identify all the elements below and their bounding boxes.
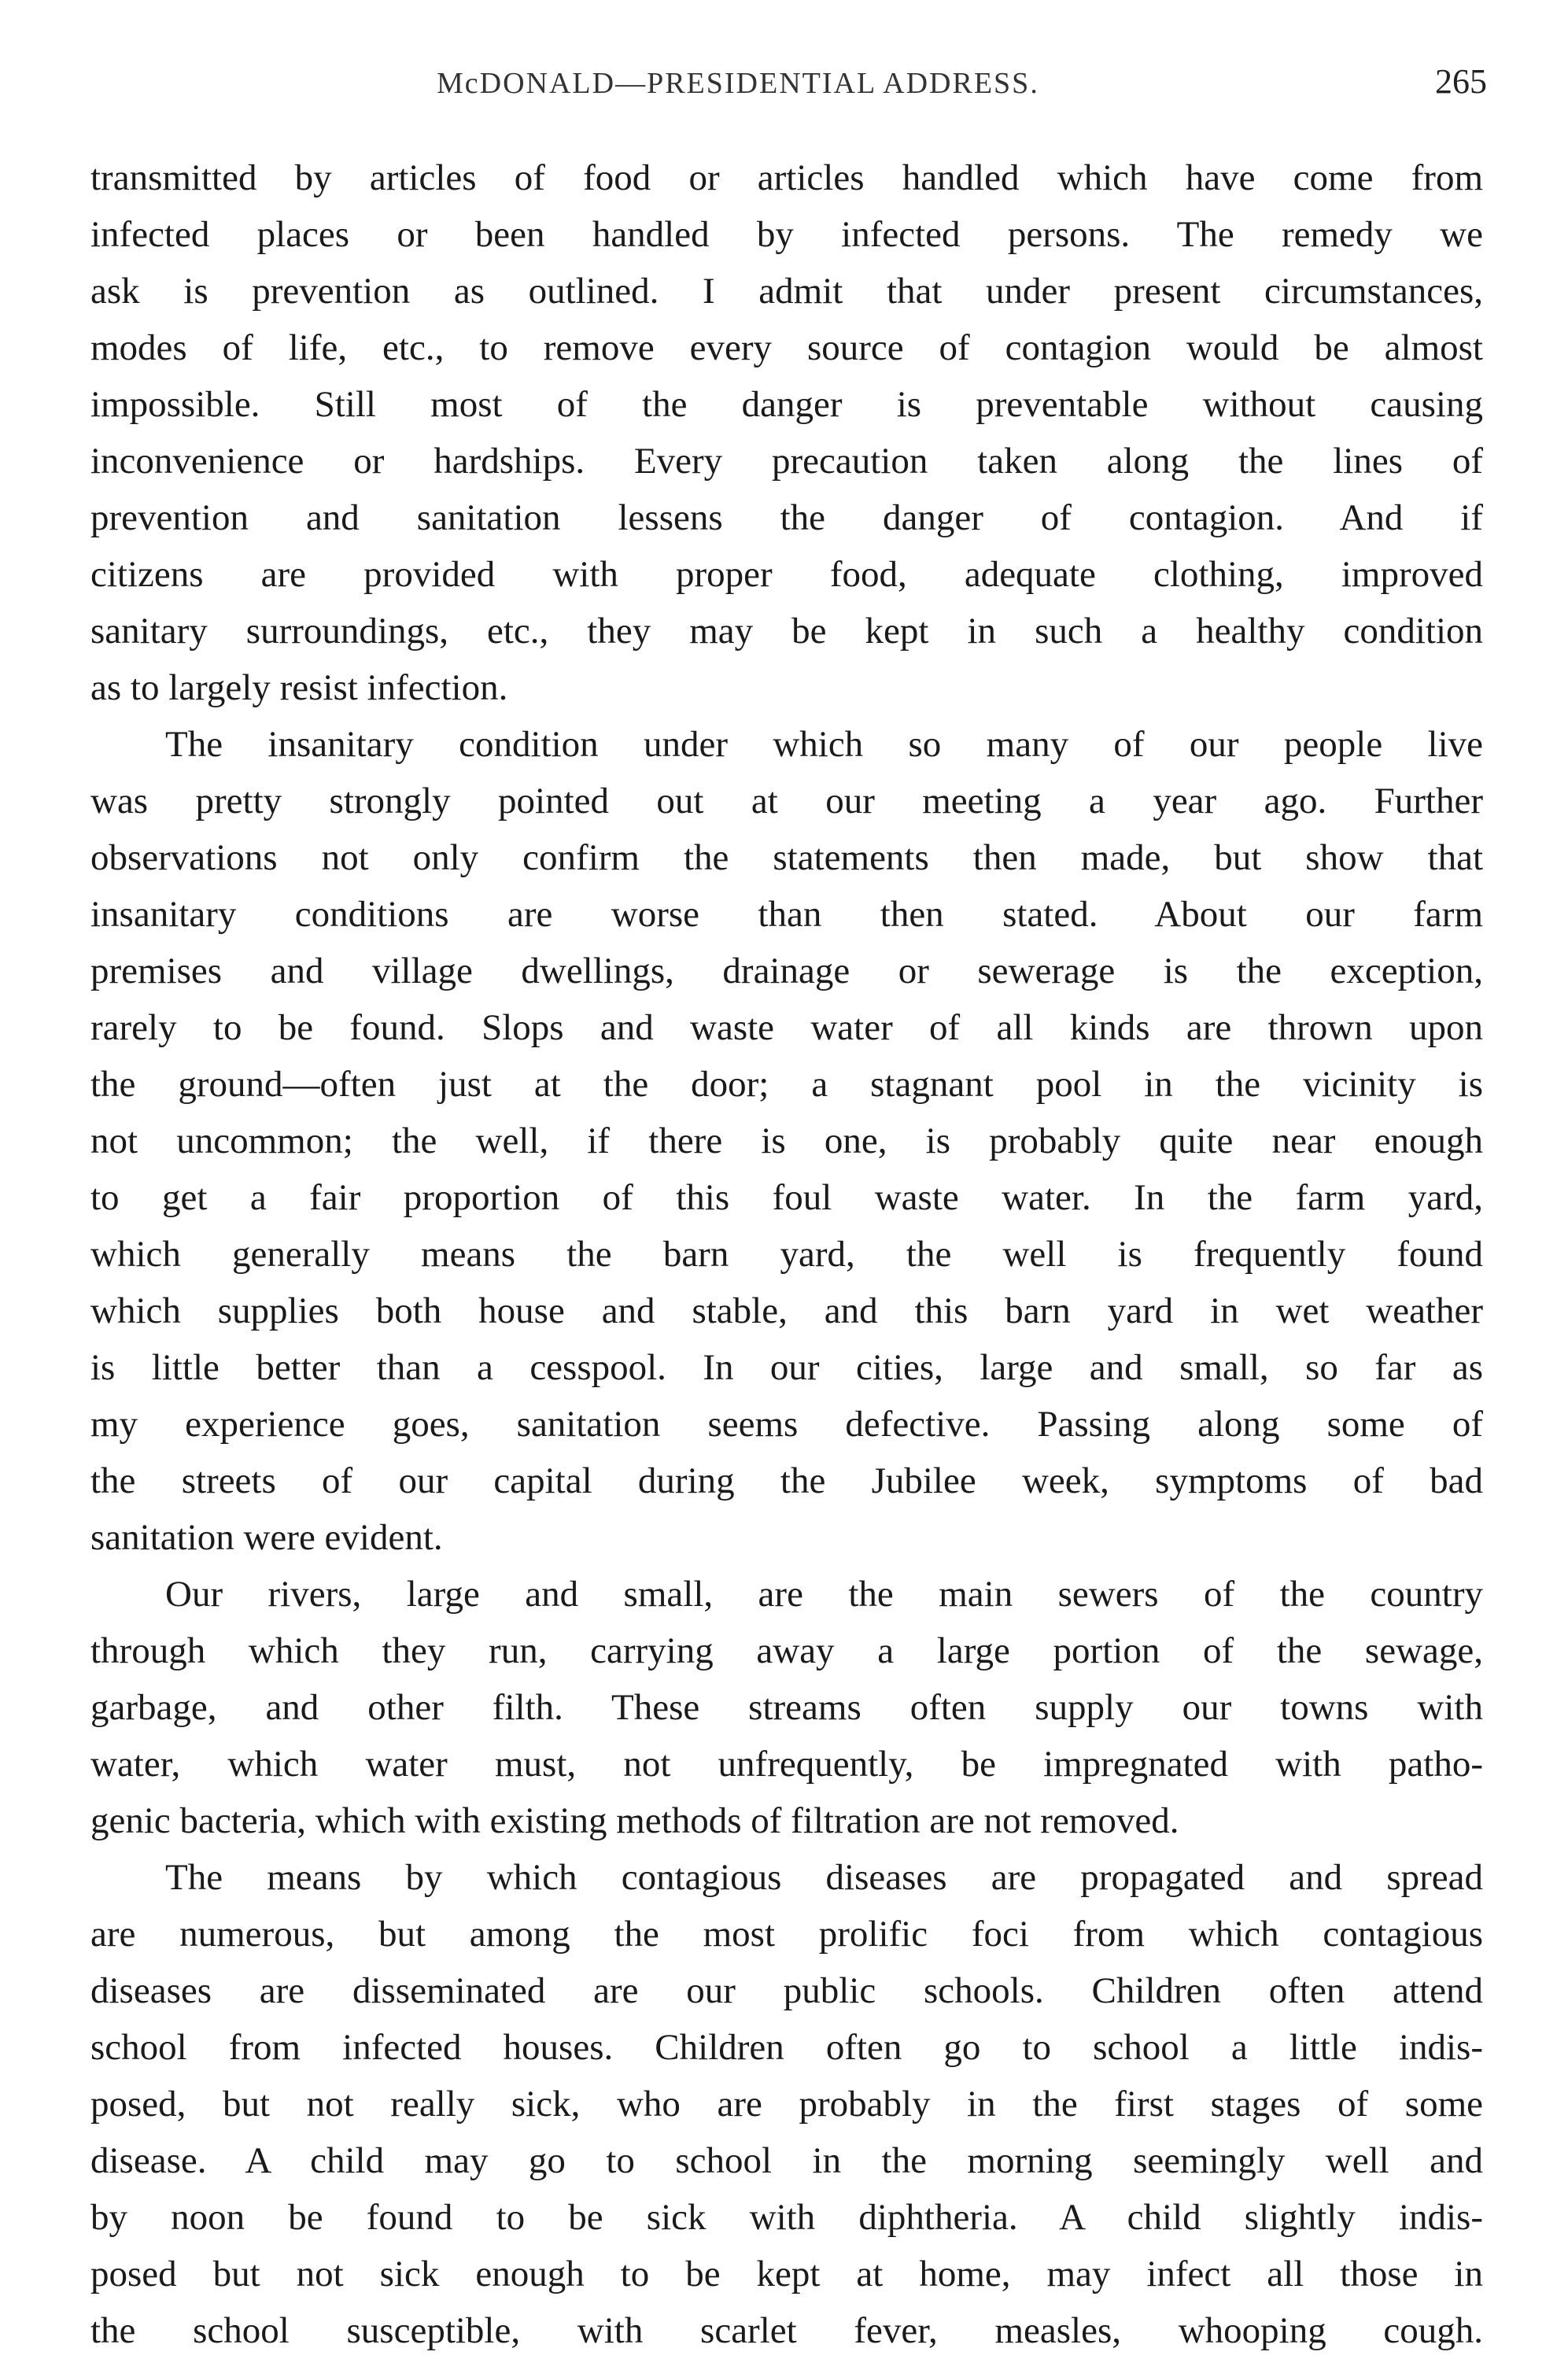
text-line: garbage, and other filth. These streams often supply our towns with xyxy=(90,1687,1483,1728)
text-line: to get a fair proportion of this foul waste water. In the farm yard, xyxy=(90,1177,1483,1218)
text-line: not uncommon; the well, if there is one, is probably quite near enough xyxy=(90,1120,1483,1161)
text-line: sanitation were evident. xyxy=(90,1517,443,1558)
text-line: posed but not sick enough to be kept at home, may infect all those in xyxy=(90,2254,1483,2294)
text-line: disease. A child may go to school in the morning seemingly well and xyxy=(90,2140,1483,2181)
text-line: sanitary surroundings, etc., they may be kept in such a healthy condition xyxy=(90,611,1483,652)
text-line: insanitary conditions are worse than then stated. About our farm xyxy=(90,894,1483,935)
paragraph-1 xyxy=(90,150,1483,716)
text-line: rarely to be found. Slops and waste water of all kinds are thrown upon xyxy=(90,1007,1483,1048)
text-line: infected places or been handled by infected persons. The remedy we xyxy=(90,214,1483,255)
text-line: premises and village dwellings, drainage or sewerage is the exception, xyxy=(90,951,1483,991)
text-line: water, which water must, not unfrequently, be impregnated with patho- xyxy=(90,1744,1483,1785)
page-number: 265 xyxy=(1435,62,1487,101)
text-line: as to largely resist infection. xyxy=(90,667,508,708)
text-line: genic bacteria, which with existing methods of filtration are not removed. xyxy=(90,1800,1179,1841)
text-line: is little better than a cesspool. In our cities, large and small, so far as xyxy=(90,1347,1483,1388)
text-line: which generally means the barn yard, the well is frequently found xyxy=(90,1234,1483,1275)
text-line: impossible. Still most of the danger is preventable without causing xyxy=(90,384,1483,425)
running-head xyxy=(90,61,1487,109)
text-line: prevention and sanitation lessens the danger of contagion. And if xyxy=(90,497,1483,538)
text-line: are numerous, but among the most prolific foci from which contagious xyxy=(90,1914,1483,1955)
text-line: modes of life, etc., to remove every source of contagion would be almost xyxy=(90,327,1483,368)
paragraph-2 xyxy=(90,716,1483,1566)
text-line: the streets of our capital during the Jubilee week, symptoms of bad xyxy=(90,1460,1483,1501)
text-line: transmitted by articles of food or articles handled which have come from xyxy=(90,157,1483,198)
text-line: The insanitary condition under which so many of our people live xyxy=(165,724,1483,765)
text-line: was pretty strongly pointed out at our meeting a year ago. Further xyxy=(90,781,1483,821)
text-line: Our rivers, large and small, are the main sewers of the country xyxy=(165,1574,1483,1615)
body-text xyxy=(90,150,1483,2359)
text-line: the school susceptible, with scarlet fever, measles, whooping cough. xyxy=(90,2310,1483,2351)
text-line: through which they run, carrying away a large portion of the sewage, xyxy=(90,1630,1483,1671)
text-line: citizens are provided with proper food, adequate clothing, improved xyxy=(90,554,1483,595)
running-title: McDONALD—PRESIDENTIAL ADDRESS. xyxy=(437,67,1039,100)
text-line: ask is prevention as outlined. I admit that under present circumstances, xyxy=(90,271,1483,312)
text-line: diseases are disseminated are our public schools. Children often attend xyxy=(90,1970,1483,2011)
text-line: the ground—often just at the door; a stagnant pool in the vicinity is xyxy=(90,1064,1483,1105)
text-line: which supplies both house and stable, and this barn yard in wet weather xyxy=(90,1290,1483,1331)
text-line: The means by which contagious diseases are propagated and spread xyxy=(165,1857,1483,1898)
text-line: school from infected houses. Children often go to school a little indis- xyxy=(90,2027,1483,2068)
paragraph-4 xyxy=(90,1849,1483,2359)
text-line: by noon be found to be sick with diphtheria. A child slightly indis- xyxy=(90,2197,1483,2238)
paragraph-3 xyxy=(90,1566,1483,1849)
text-line: my experience goes, sanitation seems defective. Passing along some of xyxy=(90,1404,1483,1445)
text-line: observations not only confirm the statements then made, but show that xyxy=(90,837,1483,878)
text-line: posed, but not really sick, who are probably in the first stages of some xyxy=(90,2084,1483,2125)
text-line: inconvenience or hardships. Every precaution taken along the lines of xyxy=(90,441,1483,482)
